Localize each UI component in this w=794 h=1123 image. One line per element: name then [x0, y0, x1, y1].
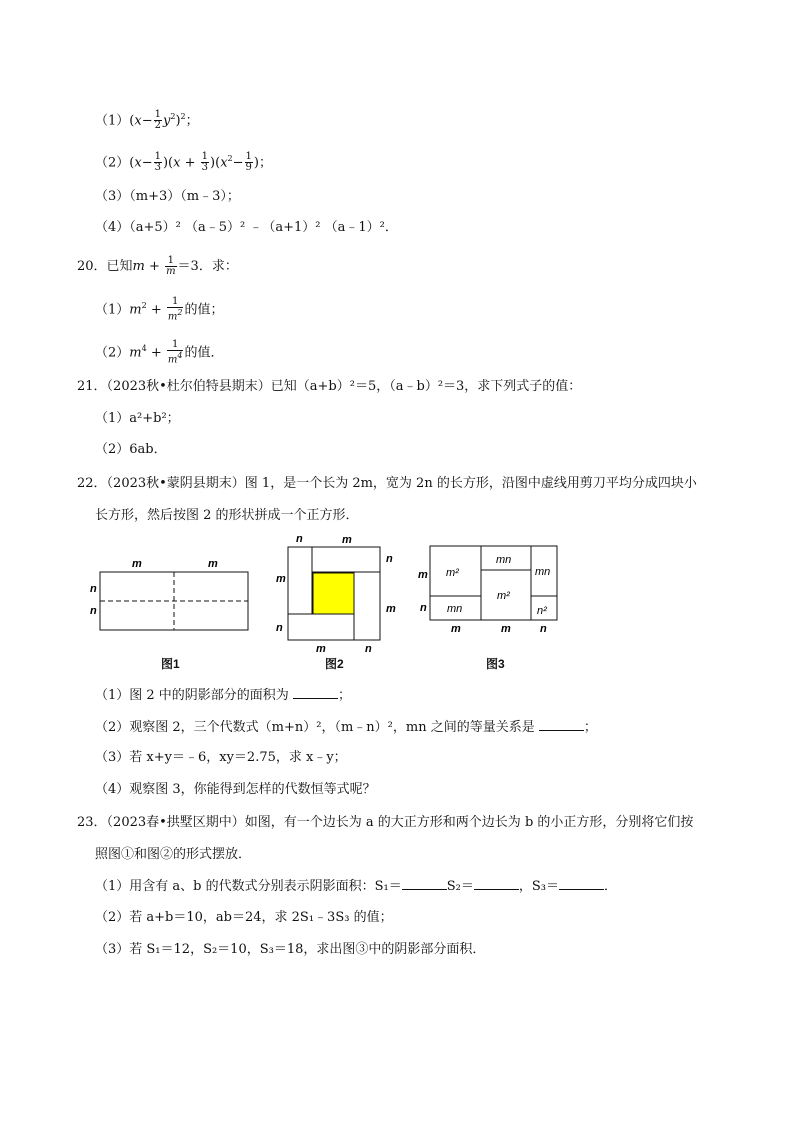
- q23-stem-line1: 23．（2023春•拱墅区期中）如图，有一个边长为 a 的大正方形和两个边长为 b 的小正方形，分别将它们按: [77, 815, 694, 830]
- svg-text:mn: mn: [535, 566, 551, 578]
- svg-text:m²: m²: [446, 567, 459, 579]
- fig1-label-m-left: m: [132, 558, 142, 570]
- svg-text:m: m: [386, 603, 396, 615]
- fig3-caption: 图3: [486, 657, 505, 671]
- answer-blank[interactable]: [539, 718, 584, 731]
- fig2-caption: 图2: [325, 657, 344, 671]
- svg-text:n: n: [296, 533, 303, 545]
- figure-2: [276, 533, 396, 655]
- svg-text:m: m: [451, 623, 461, 635]
- fraction: $\frac{1}{2}$: [154, 109, 161, 132]
- fig1-label-n-bottom: n: [90, 605, 97, 617]
- answer-blank-s2[interactable]: [474, 877, 519, 890]
- answer-blank[interactable]: [293, 686, 338, 699]
- fig1-label-n-top: n: [90, 583, 97, 595]
- svg-text:n: n: [540, 623, 547, 635]
- svg-text:n: n: [386, 553, 393, 565]
- q23-stem-line2: 照图①和图②的形式摆放．: [95, 847, 252, 862]
- q21-part2: （2）6ab．: [95, 442, 167, 457]
- q21-part1: （1）a²+b²；: [95, 411, 180, 426]
- figure-3: [418, 546, 557, 635]
- answer-blank-s1[interactable]: [402, 877, 447, 890]
- svg-text:n²: n²: [537, 605, 547, 617]
- svg-text:mn: mn: [496, 554, 512, 566]
- fig1-caption: 图1: [161, 657, 180, 671]
- svg-text:m: m: [418, 569, 428, 581]
- q23-part3: （3）若 S₁＝12，S₂＝10，S₃＝18，求出图③中的阴影部分面积．: [95, 942, 486, 957]
- q23-part2: （2）若 a+b＝10，ab＝24，求 2S₁﹣3S₃ 的值；: [95, 910, 393, 925]
- svg-text:n: n: [365, 643, 372, 655]
- q19-part1: （1）(x− $\frac{1}{2}$ $y^2)^2$；: [95, 109, 199, 132]
- svg-text:mn: mn: [447, 603, 463, 615]
- figure-1: [90, 558, 248, 630]
- svg-text:n: n: [276, 622, 283, 634]
- q20-part2: $(2)m^4$ + $\frac{1}{m^4}$ 的值．: [95, 339, 224, 366]
- fig2-shaded-square: [313, 573, 354, 614]
- q22-part3: （3）若 x+y＝﹣6，xy＝2.75，求 x﹣y；: [95, 750, 347, 765]
- q19-part2: （2）(x− $\frac{1}{3}$ )(x + $\frac{1}{3}$ )($x^2-$ $\frac{1}{9}$ )；: [95, 151, 272, 174]
- svg-text:m: m: [501, 623, 511, 635]
- svg-text:m: m: [342, 534, 352, 546]
- q19-part4: （4）（a+5）² （a﹣5）² ﹣（a+1）² （a﹣1）²．: [95, 220, 398, 235]
- svg-text:m: m: [276, 573, 286, 585]
- q22-part1: （1）图 2 中的阴影部分的面积为 ；: [95, 688, 351, 703]
- fig1-label-m-right: m: [208, 558, 218, 570]
- q22-stem-line2: 长方形，然后按图 2 的形状拼成一个正方形．: [95, 508, 359, 523]
- q20-stem: 20．已知m + $\frac{1}{m}$ ＝3．求：: [77, 255, 238, 277]
- q23-part1: （1）用含有 a、b 的代数式分别表示阴影面积：S₁＝ S₂＝ ，S₃＝ ．: [95, 879, 617, 894]
- q22-stem-line1: 22．（2023秋•蒙阴县期末）图 1，是一个长为 2m，宽为 2n 的长方形，沿图中虚线用剪刀平均分成四块小: [77, 476, 697, 491]
- q22-figures: [80, 528, 580, 658]
- svg-text:m: m: [316, 643, 326, 655]
- svg-text:m²: m²: [497, 590, 510, 602]
- answer-blank-s3[interactable]: [559, 877, 604, 890]
- q21-stem: 21．（2023秋•杜尔伯特县期末）已知（a+b）²＝5，（a﹣b）²＝3，求下列式子的值：: [77, 379, 582, 394]
- q20-part1: $(1)m^2$ + $\frac{1}{m^2}$ 的值；: [95, 296, 224, 323]
- q22-part2: （2）观察图 2，三个代数式（m+n）²，（m﹣n）²，mn 之间的等量关系是 ；: [95, 720, 597, 735]
- q19-part3: （3）（m+3）（m﹣3）；: [95, 189, 240, 204]
- svg-text:n: n: [420, 602, 427, 614]
- q22-part4: （4）观察图 3，你能得到怎样的代数恒等式呢？: [95, 782, 376, 797]
